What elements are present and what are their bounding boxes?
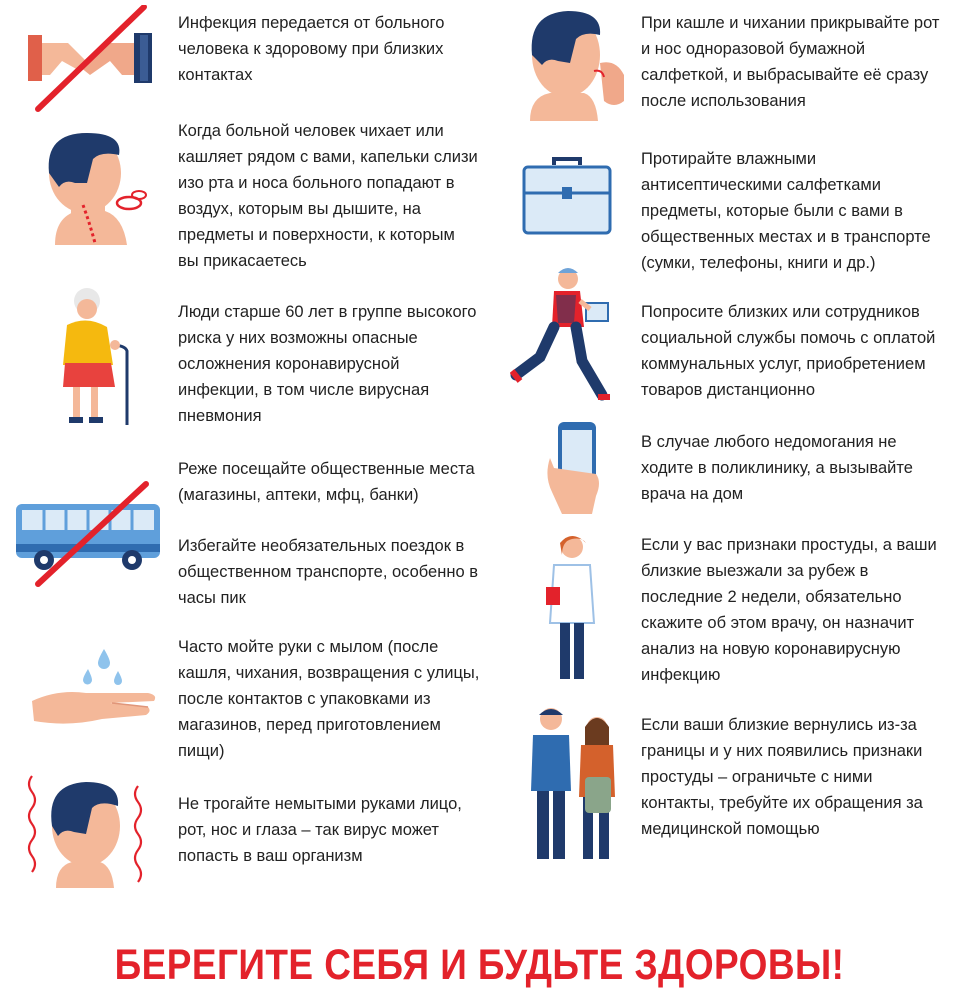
info-text: Часто мойте руки с мылом (после кашля, чихания, возвращения с улицы, после контактов с упаковками из магазинов, перед приготовлением пищи) bbox=[178, 638, 480, 760]
info-text: Избегайте необязательных поездок в общественном транспорте, особенно в часы пик bbox=[178, 537, 478, 607]
cough-cover-icon bbox=[520, 5, 630, 125]
info-text: Люди старше 60 лет в группе высокого риска у них возможны опасные осложнения коронавирусной инфекции, в том числе вирусная пневмония bbox=[178, 303, 477, 425]
info-text: Попросите близких или сотрудников социальной службы помочь с оплатой коммунальных услуг, приобретением товаров дистанционно bbox=[641, 303, 936, 399]
footer-slogan: БЕРЕГИТЕ СЕБЯ И БУДЬТЕ ЗДОРОВЫ! bbox=[114, 941, 845, 989]
elderly-woman-icon bbox=[55, 285, 145, 430]
bus-crossed-icon bbox=[8, 480, 168, 590]
info-text: Реже посещайте общественные места (магазины, аптеки, мфц, банки) bbox=[178, 460, 475, 504]
hand-water-drops-icon bbox=[28, 635, 163, 735]
info-text: Протирайте влажными антисептическими салфетками предметы, которые были с вами в общественных местах и в транспорте (сумки, телефоны, книги и др.) bbox=[641, 150, 931, 272]
info-text: Не трогайте немытыми руками лицо, рот, нос и глаза – так вирус может попасть в ваш организм bbox=[178, 795, 462, 865]
head-face-icon bbox=[20, 770, 160, 890]
info-text: Инфекция передается от больного человека к здоровому при близких контактах bbox=[178, 14, 445, 84]
info-text: В случае любого недомогания не ходите в поликлинику, а вызывайте врача на дом bbox=[641, 433, 913, 503]
doctor-icon bbox=[540, 533, 605, 688]
info-text: Если у вас признаки простуды, а ваши близкие выезжали за рубеж в последние 2 недели, обязательно скажите об этом врачу, он назначит анализ на новую коронавирусную инфекцию bbox=[641, 536, 937, 684]
handshake-crossed-icon bbox=[20, 5, 160, 115]
info-text: Когда больной человек чихает или кашляет рядом с вами, капельки слизи изо рта и носа больного попадают в воздух, которым вы дышите, на предметы и поверхности, к которым вы прикасаетесь bbox=[178, 122, 478, 270]
info-text: Если ваши близкие вернулись из-за границы и у них появились признаки простуды – ограничьте с ними контакты, требуйте их обращения за медицинской помощью bbox=[641, 716, 923, 838]
info-text: При кашле и чихании прикрывайте рот и нос одноразовой бумажной салфеткой, и выбрасывайте её сразу после использования bbox=[641, 14, 940, 110]
delivery-courier-icon bbox=[510, 265, 620, 405]
phone-hand-icon bbox=[540, 418, 615, 518]
sneezing-person-icon bbox=[35, 125, 150, 250]
travelers-icon bbox=[525, 705, 625, 870]
briefcase-icon bbox=[520, 155, 615, 240]
